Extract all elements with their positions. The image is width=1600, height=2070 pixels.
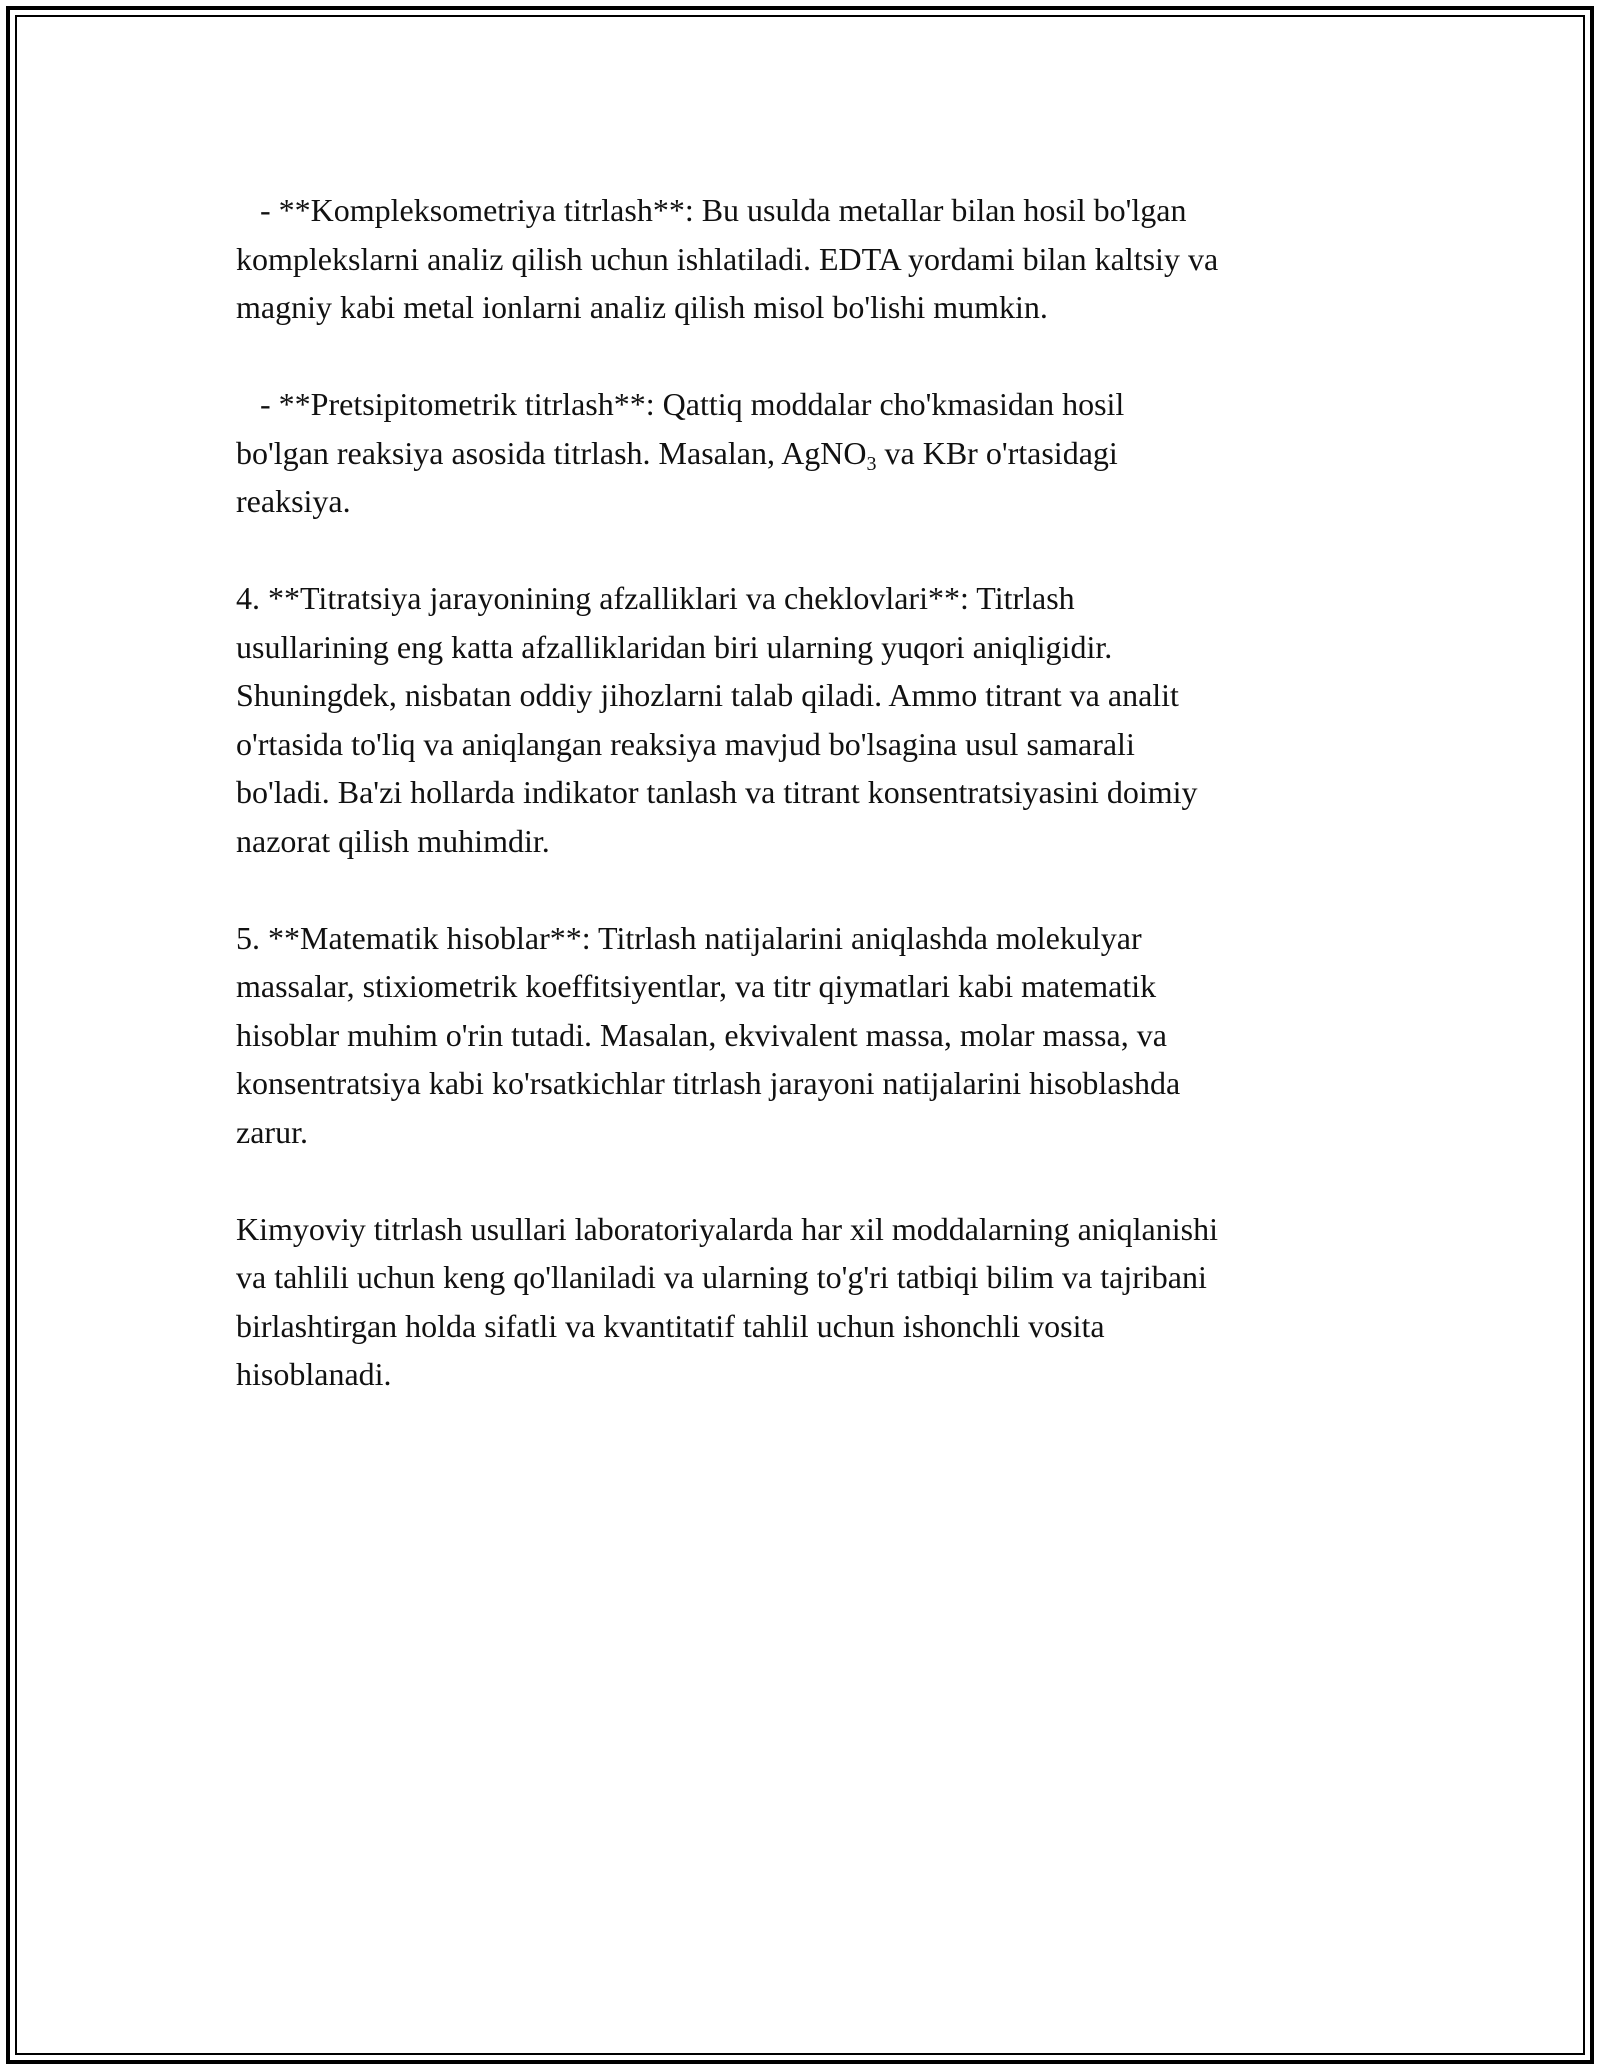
text-line: komplekslarni analiz qilish uchun ishlatiladi. EDTA yordami bilan kaltsiy va <box>236 240 1219 277</box>
text-line: Shuningdek, nisbatan oddiy jihozlarni talab qiladi. Ammo titrant va analit <box>236 677 1179 713</box>
text-line: 4. **Titratsiya jarayonining afzalliklari va cheklovlari**: Titrlash <box>236 580 1075 616</box>
text-line: zarur. <box>236 1113 308 1150</box>
text-line: hisoblar muhim o'rin tutadi. Masalan, ekvivalent massa, molar massa, va <box>236 1016 1167 1053</box>
text-fragment: bo'lgan reaksiya asosida titrlash. Masalan, AgNO <box>236 434 867 471</box>
formula-subscript: 3 <box>866 452 877 475</box>
text-line: usullarining eng katta afzalliklaridan biri ularning yuqori aniqligidir. <box>236 628 1113 665</box>
text-fragment: va KBr o'rtasidagi <box>876 434 1118 471</box>
text-line: konsentratsiya kabi ko'rsatkichlar titrlash jarayoni natijalarini hisoblashda <box>236 1065 1181 1101</box>
text-line: 5. **Matematik hisoblar**: Titrlash natijalarini aniqlashda molekulyar <box>236 919 1142 956</box>
text-line: hisoblanadi. <box>236 1356 392 1392</box>
text-line: Kimyoviy titrlash usullari laboratoriyalarda har xil moddalarning aniqlanishi <box>236 1210 1218 1247</box>
text-line: nazorat qilish muhimdir. <box>236 822 550 859</box>
paragraph-matematik <box>236 914 1376 1157</box>
text-line: - **Kompleksometriya titrlash**: Bu usulda metallar bilan hosil bo'lgan <box>236 192 1187 228</box>
paragraph-xulosa <box>236 1205 1376 1399</box>
text-line-with-formula <box>236 429 1376 478</box>
text-line: reaksiya. <box>236 483 351 519</box>
text-line: va tahlili uchun keng qo'llaniladi va ularning to'g'ri tatbiqi bilim va tajribani <box>236 1259 1207 1295</box>
text-line: birlashtirgan holda sifatli va kvantitatif tahlil uchun ishonchli vosita <box>236 1307 1105 1344</box>
document-body <box>236 186 1376 1447</box>
text-line: magniy kabi metal ionlarni analiz qilish misol bo'lishi mumkin. <box>236 289 1048 325</box>
text-line: bo'ladi. Ba'zi hollarda indikator tanlash va titrant konsentratsiyasini doimiy <box>236 774 1198 810</box>
text-line: massalar, stixiometrik koeffitsiyentlar, va titr qiymatlari kabi matematik <box>236 968 1157 1004</box>
paragraph-kompleksometriya <box>236 186 1376 332</box>
paragraph-afzalliklar <box>236 574 1376 865</box>
text-line: - **Pretsipitometrik titrlash**: Qattiq moddalar cho'kmasidan hosil <box>236 386 1125 422</box>
text-line: o'rtasida to'liq va aniqlangan reaksiya mavjud bo'lsagina usul samarali <box>236 725 1135 762</box>
paragraph-pretsipitometrik <box>236 380 1376 526</box>
